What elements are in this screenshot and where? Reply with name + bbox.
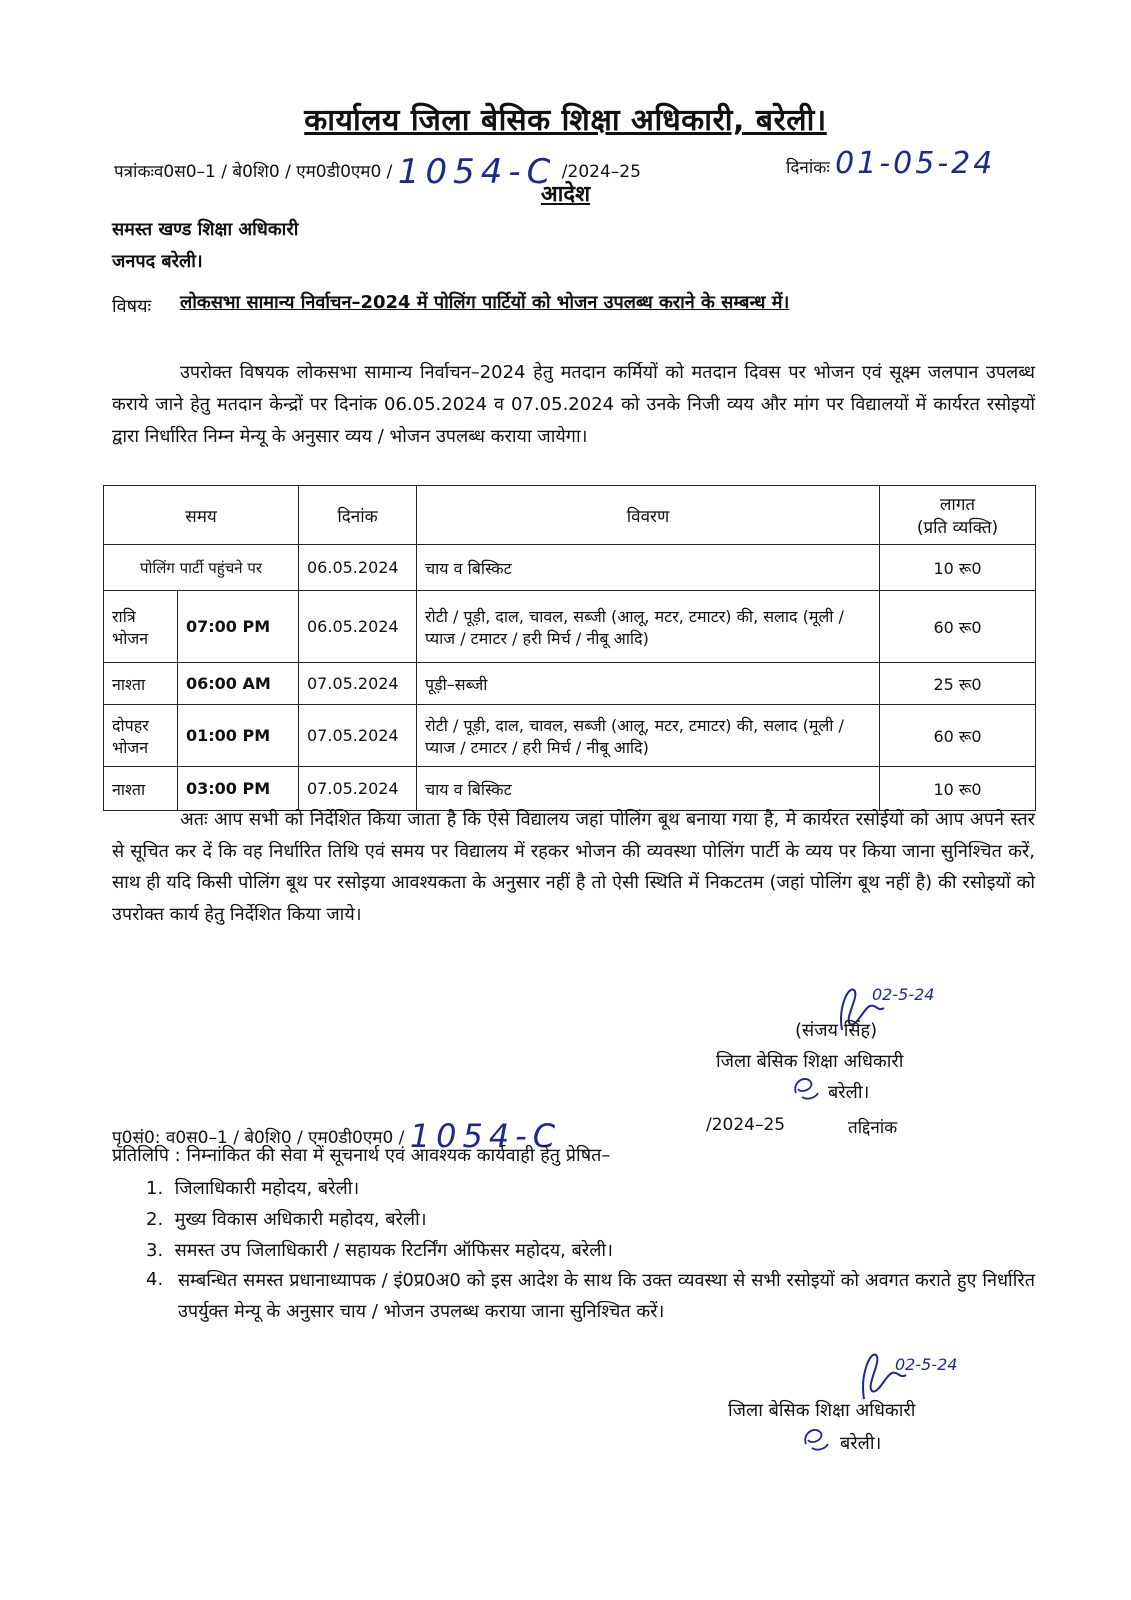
handwritten-date: 01-05-24 — [835, 146, 996, 181]
row-label: दोपहर भोजन — [104, 705, 178, 767]
list-item-text: मुख्य विकास अधिकारी महोदय, बरेली। — [174, 1209, 427, 1230]
paragraph-intro — [112, 357, 1035, 453]
table-row — [104, 705, 1036, 767]
signature-scribble-2 — [840, 1345, 980, 1405]
signatory-place-2: बरेली। — [840, 1433, 882, 1454]
list-item: 2. मुख्य विकास अधिकारी महोदय, बरेली। — [146, 1209, 427, 1230]
paragraph-instructions — [112, 804, 1035, 931]
ref-year: /2024–25 — [561, 162, 641, 182]
row-date: 06.05.2024 — [299, 545, 417, 591]
row-details: पूड़ी–सब्जी — [417, 663, 880, 705]
header-cost-line2: (प्रति व्यक्ति) — [916, 518, 999, 538]
endorsement-ref-prefix: पृ0सं0: व0स0–1 / बे0शि0 / एम0डी0एम0 / — [112, 1128, 405, 1148]
row-cost: 10 रू0 — [880, 767, 1036, 811]
signature-date-1: 02-5-24 — [872, 985, 935, 1004]
row-label: नाश्ता — [104, 767, 178, 811]
list-item-text: जिलाधिकारी महोदय, बरेली। — [174, 1178, 360, 1199]
addressee-line-2: जनपद बरेली। — [112, 251, 203, 272]
list-item-text: समस्त उप जिलाधिकारी / सहायक रिटर्निंग ऑफिसर महोदय, बरेली। — [174, 1240, 613, 1261]
row-cost: 25 रू0 — [880, 663, 1036, 705]
row-cost: 10 रू0 — [880, 545, 1036, 591]
row-cost: 60 रू0 — [880, 591, 1036, 663]
header-date: दिनांक — [299, 486, 417, 545]
date-label: दिनांकः — [786, 158, 830, 178]
signatory-name: (संजय सिंह) — [795, 1020, 878, 1041]
header-cost-line1: लागत — [939, 495, 976, 515]
header-time: समय — [104, 486, 299, 545]
row-date: 07.05.2024 — [299, 705, 417, 767]
addressee-line-1: समस्त खण्ड शिक्षा अधिकारी — [112, 219, 299, 240]
paragraph-instructions-text: अतः आप सभी को निर्देशित किया जाता है कि ऐसे विद्यालय जहां पोलिंग बूथ बनाया गया है, मे कार्यरत रसोईयों को आप अपने स्तर से सूचित कर दें कि वह निर्धारित तिथि एवं समय पर विद्यालय में रहकर भोजन की व्यवस्था पोलिंग पार्टी के व्यय पर किया जाना सुनिश्चित करें, साथ ही यदि किसी पोलिंग बूथ पर रसोइया आवश्यकता के अनुसार नहीं है तो ऐसी स्थिति में निकटतम (जहां पोलिंग बूथ नहीं है) की रसोइयों को उपरोक्त कार्य हेतु निर्देशित किया जाये। — [112, 809, 1035, 926]
table-row — [104, 545, 1036, 591]
signatory-designation-1: जिला बेसिक शिक्षा अधिकारी — [716, 1051, 904, 1072]
list-item-number: 4. — [146, 1269, 164, 1290]
ref-handwritten-number: 1054-C — [397, 152, 557, 192]
endorsement-year: /2024–25 — [706, 1115, 786, 1135]
list-item: 1. जिलाधिकारी महोदय, बरेली। — [146, 1178, 360, 1199]
row-details: रोटी / पूड़ी, दाल, चावल, सब्जी (आलू, मटर, टमाटर) की, सलाद (मूली / प्याज / टमाटर / हरी मिर्च / नीबू आदि) — [417, 591, 880, 663]
initial-scribble-1 — [790, 1073, 822, 1103]
row-time: 06:00 AM — [178, 663, 299, 705]
initial-scribble-2 — [800, 1424, 832, 1454]
subject-text: लोकसभा सामान्य निर्वाचन–2024 में पोलिंग पार्टियों को भोजन उपलब्ध कराने के सम्बन्ध में। — [180, 292, 790, 313]
table-header-row — [104, 486, 1036, 545]
list-item-4-text: सम्बन्धित समस्त प्रधानाध्यापक / इं0प्र0अ0 को इस आदेश के साथ कि उक्त व्यवस्था से सभी रसोइयों को अवगत कराते हुए निर्धारित उपर्युक्त मेन्यू के अनुसार चाय / भोजन उपलब्ध कराया जाना सुनिश्चित करें। — [178, 1270, 1035, 1322]
ref-prefix: पत्रांकःव0स0–1 / बे0शि0 / एम0डी0एम0 / — [114, 162, 393, 182]
table-row — [104, 591, 1036, 663]
row-label: नाश्ता — [104, 663, 178, 705]
endorsement-ref-handwritten: 1054-C — [409, 1117, 562, 1155]
row-date: 07.05.2024 — [299, 663, 417, 705]
list-item: 3. समस्त उप जिलाधिकारी / सहायक रिटर्निंग ऑफिसर महोदय, बरेली। — [146, 1240, 613, 1261]
row-details: चाय व बिस्किट — [417, 545, 880, 591]
signatory-place-1: बरेली। — [828, 1082, 870, 1103]
table-row — [104, 663, 1036, 705]
row-details: रोटी / पूड़ी, दाल, चावल, सब्जी (आलू, मटर, टमाटर) की, सलाद (मूली / प्याज / टमाटर / हरी मिर्च / नीबू आदि) — [417, 705, 880, 767]
office-title: कार्यालय जिला बेसिक शिक्षा अधिकारी, बरेली। — [304, 103, 827, 138]
copy-to-line: प्रतिलिपि : निम्नांकित की सेवा में सूचनार्थ एवं आवश्यक कार्यवाही हेतु प्रेषित– — [112, 1145, 611, 1166]
row-date: 06.05.2024 — [299, 591, 417, 663]
menu-table — [103, 485, 1036, 811]
paragraph-intro-text: उपरोक्त विषयक लोकसभा सामान्य निर्वाचन–2024 हेतु मतदान कर्मियों को मतदान दिवस पर भोजन एवं सूक्ष्म जलपान उपलब्ध कराये जाने हेतु मतदान केन्द्रों पर दिनांक 06.05.2024 व 07.05.2024 को उनके निजी व्यय और मांग पर विद्यालयों में कार्यरत रसोइयों द्वारा निर्धारित निम्न मेन्यू के अनुसार व्यय / भोजन उपलब्ध कराया जायेगा। — [112, 362, 1035, 448]
signature-date-2: 02-5-24 — [895, 1355, 958, 1374]
row-cost: 60 रू0 — [880, 705, 1036, 767]
row-time: 03:00 PM — [178, 767, 299, 811]
subject-label: विषयः — [112, 296, 152, 317]
header-details: विवरण — [417, 486, 880, 545]
row-time: 07:00 PM — [178, 591, 299, 663]
row-time: 01:00 PM — [178, 705, 299, 767]
order-heading: आदेश — [540, 182, 591, 207]
row-label: रात्रि भोजन — [104, 591, 178, 663]
header-cost — [880, 486, 1036, 545]
row-date: 07.05.2024 — [299, 767, 417, 811]
endorsement-date: तद्दिनांक — [848, 1118, 898, 1138]
row-label: पोलिंग पार्टी पहुंचने पर — [104, 545, 299, 591]
date-line — [786, 146, 995, 181]
row-details: चाय व बिस्किट — [417, 767, 880, 811]
signatory-designation-2: जिला बेसिक शिक्षा अधिकारी — [728, 1400, 916, 1421]
